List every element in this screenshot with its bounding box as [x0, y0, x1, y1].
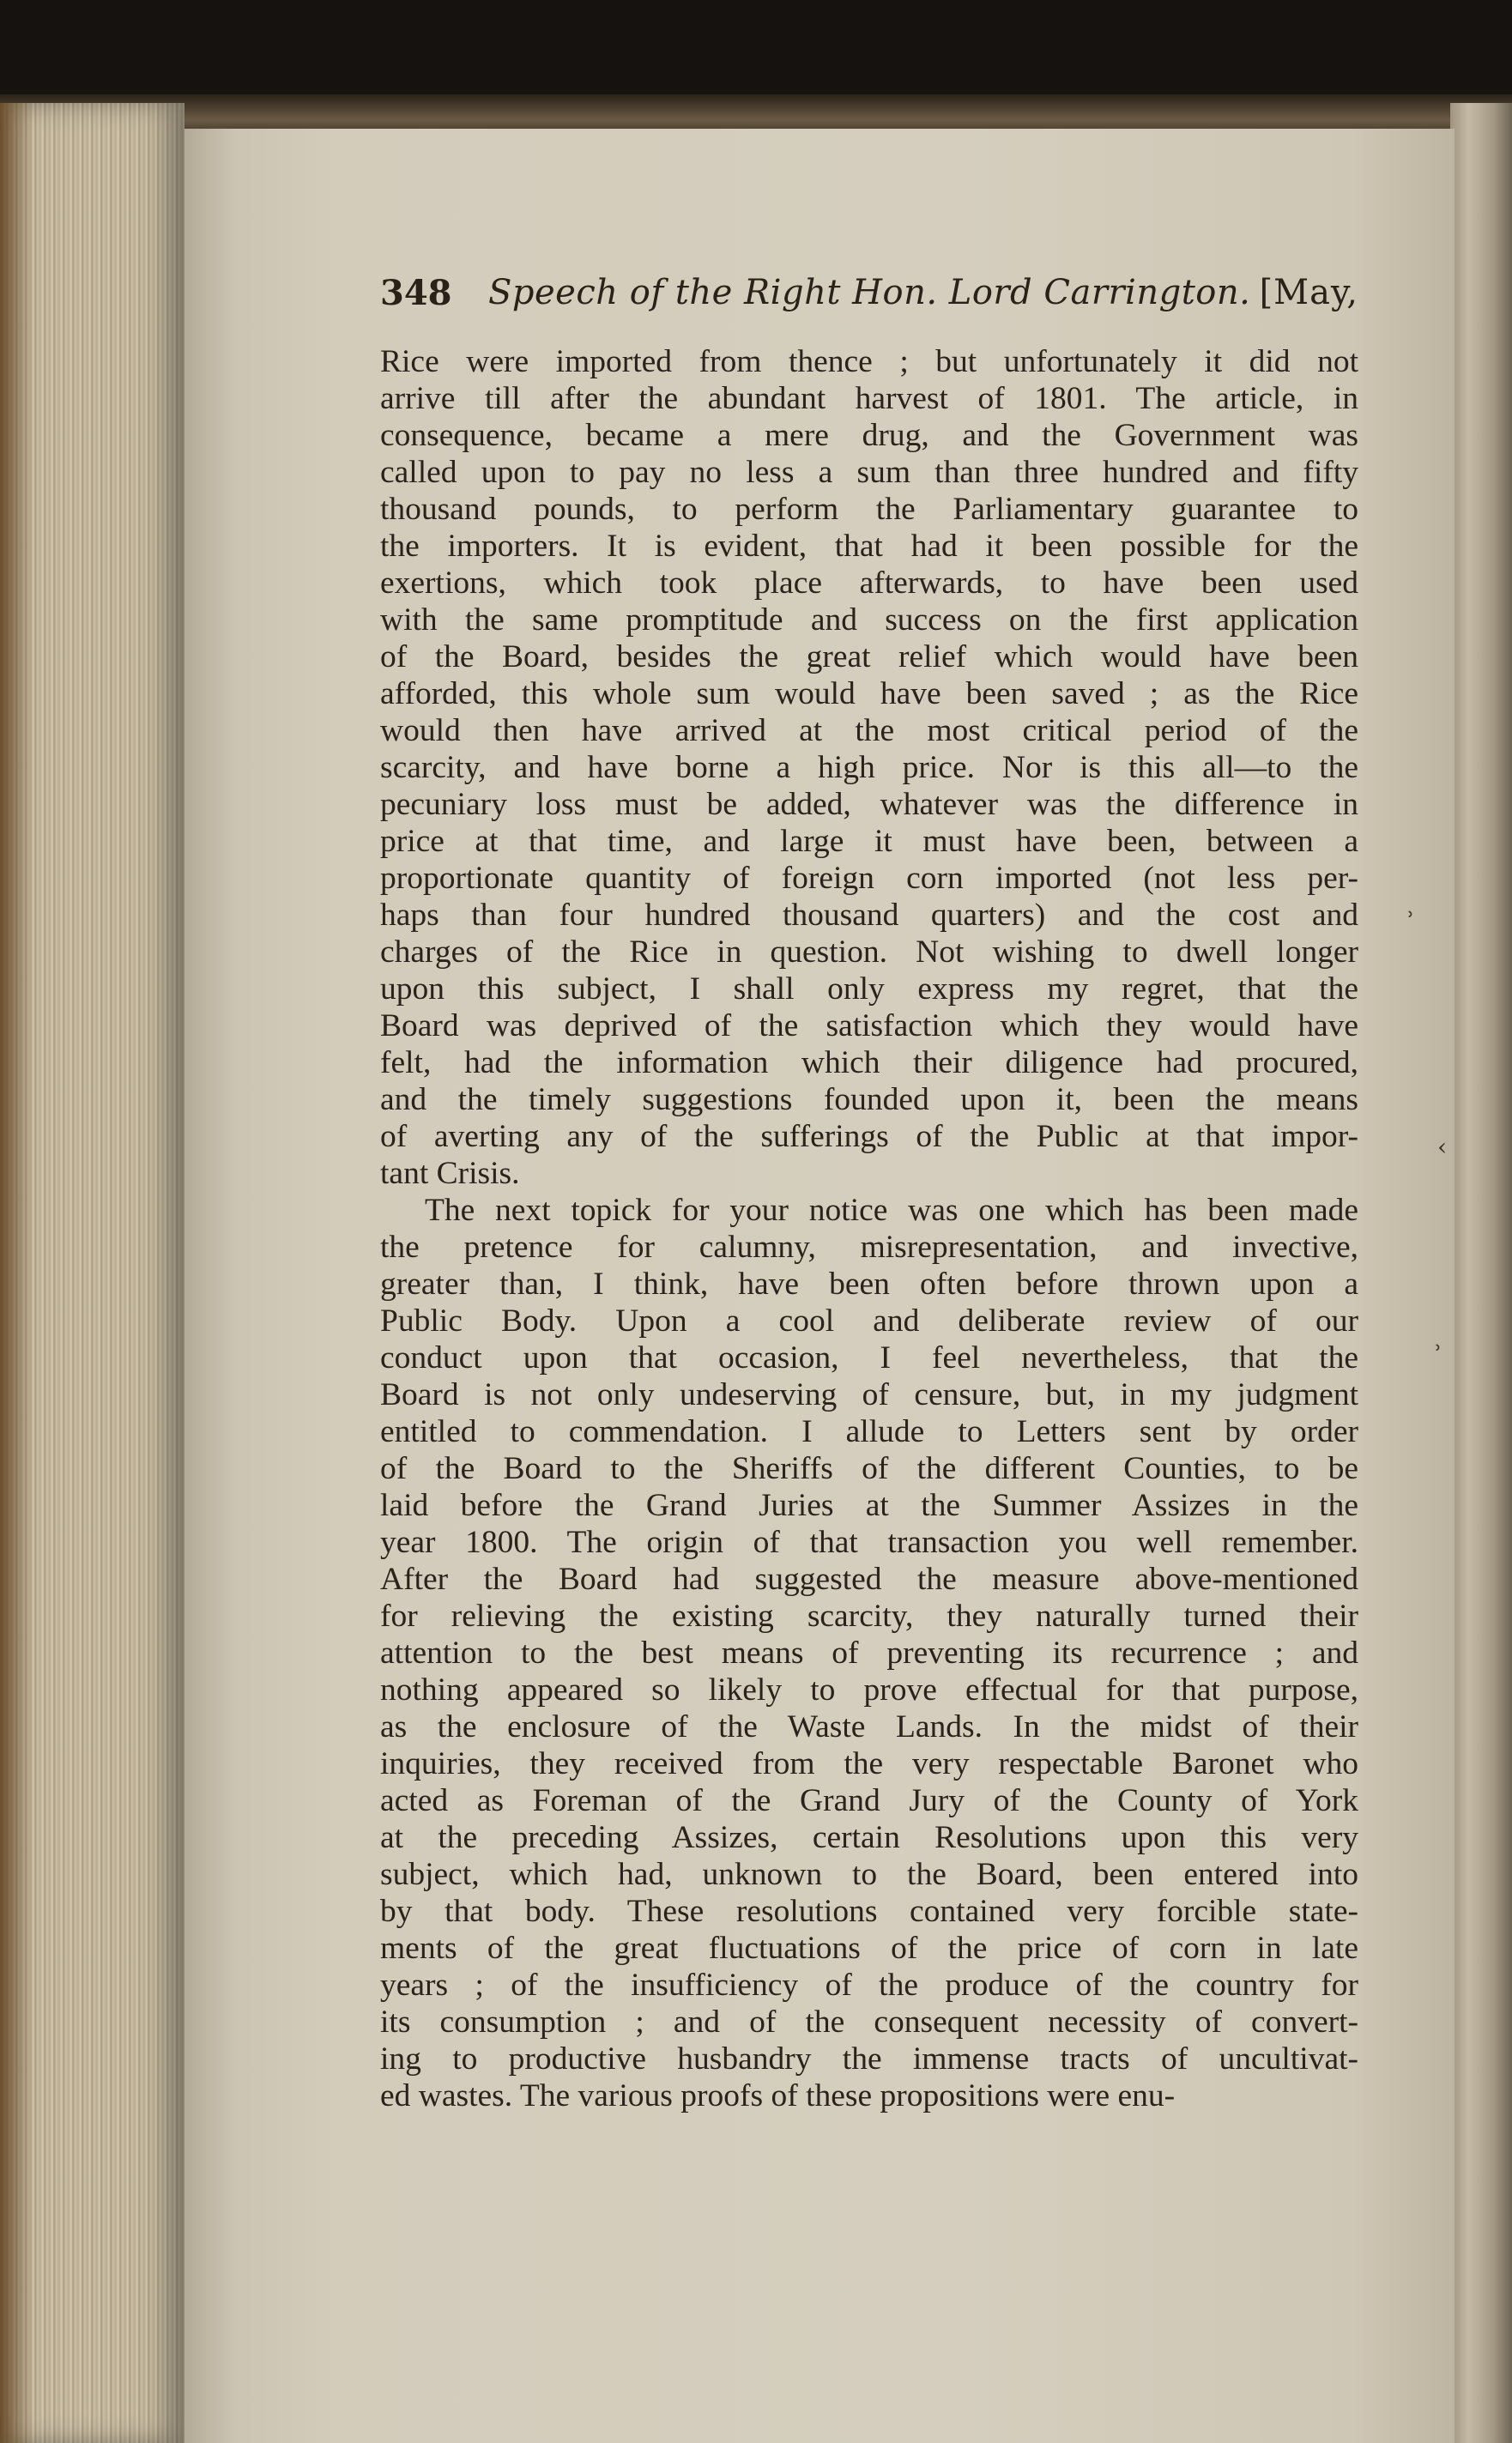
- text-line: attention to the best means of preventing its recurrence ; and: [380, 1636, 1358, 1671]
- running-header: [380, 273, 1358, 324]
- text-line: arrive till after the abundant harvest of 1801. The article, in: [380, 381, 1358, 416]
- text-line: its consumption ; and of the consequent necessity of convert-: [380, 2005, 1358, 2040]
- text-line: with the same promptitude and success on the first application: [380, 602, 1358, 638]
- margin-mark: ˒: [1435, 1334, 1442, 1363]
- running-title: Speech of the Right Hon. Lord Carrington.: [488, 273, 1251, 312]
- text-line: After the Board had suggested the measure above-mentioned: [380, 1562, 1358, 1597]
- text-line: subject, which had, unknown to the Board, been entered into: [380, 1857, 1358, 1892]
- text-line: of averting any of the sufferings of the Public at that impor-: [380, 1119, 1358, 1154]
- text-line: nothing appeared so likely to prove effectual for that purpose,: [380, 1672, 1358, 1708]
- text-line: greater than, I think, have been often before thrown upon a: [380, 1267, 1358, 1302]
- text-line: ed wastes. The various proofs of these propositions were enu-: [380, 2078, 1176, 2113]
- text-line: year 1800. The origin of that transaction you well remember.: [380, 1525, 1358, 1560]
- running-month: [May,: [1259, 273, 1358, 312]
- text-line: of the Board, besides the great relief which would have been: [380, 639, 1358, 674]
- text-line: called upon to pay no less a sum than three hundred and fifty: [380, 455, 1358, 490]
- text-line: ing to productive husbandry the immense tracts of uncultivat-: [380, 2041, 1358, 2077]
- text-line: entitled to commendation. I allude to Letters sent by order: [380, 1414, 1358, 1449]
- page-number: 348: [380, 273, 452, 313]
- text-line: charges of the Rice in question. Not wishing to dwell longer: [380, 934, 1358, 970]
- text-line: for relieving the existing scarcity, they naturally turned their: [380, 1599, 1358, 1634]
- text-line: acted as Foreman of the Grand Jury of the County of York: [380, 1783, 1358, 1818]
- text-line: upon this subject, I shall only express my regret, that the: [380, 971, 1358, 1007]
- text-line: inquiries, they received from the very respectable Baronet who: [380, 1746, 1358, 1781]
- text-line: pecuniary loss must be added, whatever was the difference in: [380, 787, 1358, 822]
- text-line: and the timely suggestions founded upon it, been the means: [380, 1082, 1358, 1117]
- text-line: years ; of the insufficiency of the produce of the country for: [380, 1968, 1358, 2003]
- text-line: consequence, became a mere drug, and the Government was: [380, 418, 1358, 453]
- text-line: Board was deprived of the satisfaction which they would have: [380, 1008, 1358, 1043]
- text-line: proportionate quantity of foreign corn imported (not less per-: [380, 861, 1358, 896]
- text-line: tant Crisis.: [380, 1156, 520, 1191]
- text-line: Public Body. Upon a cool and deliberate review of our: [380, 1303, 1358, 1339]
- text-line: by that body. These resolutions contained very forcible state-: [380, 1894, 1358, 1929]
- text-line: thousand pounds, to perform the Parliamentary guarantee to: [380, 492, 1358, 527]
- text-line: scarcity, and have borne a high price. Nor is this all—to the: [380, 750, 1358, 785]
- text-line: price at that time, and large it must have been, between a: [380, 824, 1358, 859]
- margin-mark: ‹: [1437, 1133, 1448, 1161]
- text-line: Rice were imported from thence ; but unfortunately it did not: [380, 344, 1358, 379]
- text-line: conduct upon that occasion, I feel nevertheless, that the: [380, 1340, 1358, 1376]
- binding-shadow: [0, 103, 34, 2443]
- text-line: the pretence for calumny, misrepresentation, and invective,: [380, 1230, 1358, 1265]
- text-line: at the preceding Assizes, certain Resolutions upon this very: [380, 1820, 1358, 1855]
- paragraph: [380, 1192, 1358, 2114]
- text-line: Board is not only undeserving of censure, but, in my judgment: [380, 1377, 1358, 1412]
- body-text: [380, 343, 1358, 2114]
- text-line: exertions, which took place afterwards, to have been used: [380, 565, 1358, 601]
- text-line: felt, had the information which their diligence had procured,: [380, 1045, 1358, 1080]
- text-line: afforded, this whole sum would have been saved ; as the Rice: [380, 676, 1358, 711]
- text-line: laid before the Grand Juries at the Summer Assizes in the: [380, 1488, 1358, 1523]
- facing-page-edge: [1450, 103, 1512, 2443]
- paragraph: [380, 343, 1358, 1192]
- margin-mark: ˒: [1407, 901, 1415, 929]
- text-line: The next topick for your notice was one which has been made: [425, 1193, 1358, 1228]
- text-line: haps than four hundred thousand quarters) and the cost and: [380, 898, 1358, 933]
- text-line: ments of the great fluctuations of the price of corn in late: [380, 1931, 1358, 1966]
- text-line: would then have arrived at the most critical period of the: [380, 713, 1358, 748]
- text-line: as the enclosure of the Waste Lands. In the midst of their: [380, 1709, 1358, 1745]
- text-line: of the Board to the Sheriffs of the different Counties, to be: [380, 1451, 1358, 1486]
- text-line: the importers. It is evident, that had it been possible for the: [380, 529, 1358, 564]
